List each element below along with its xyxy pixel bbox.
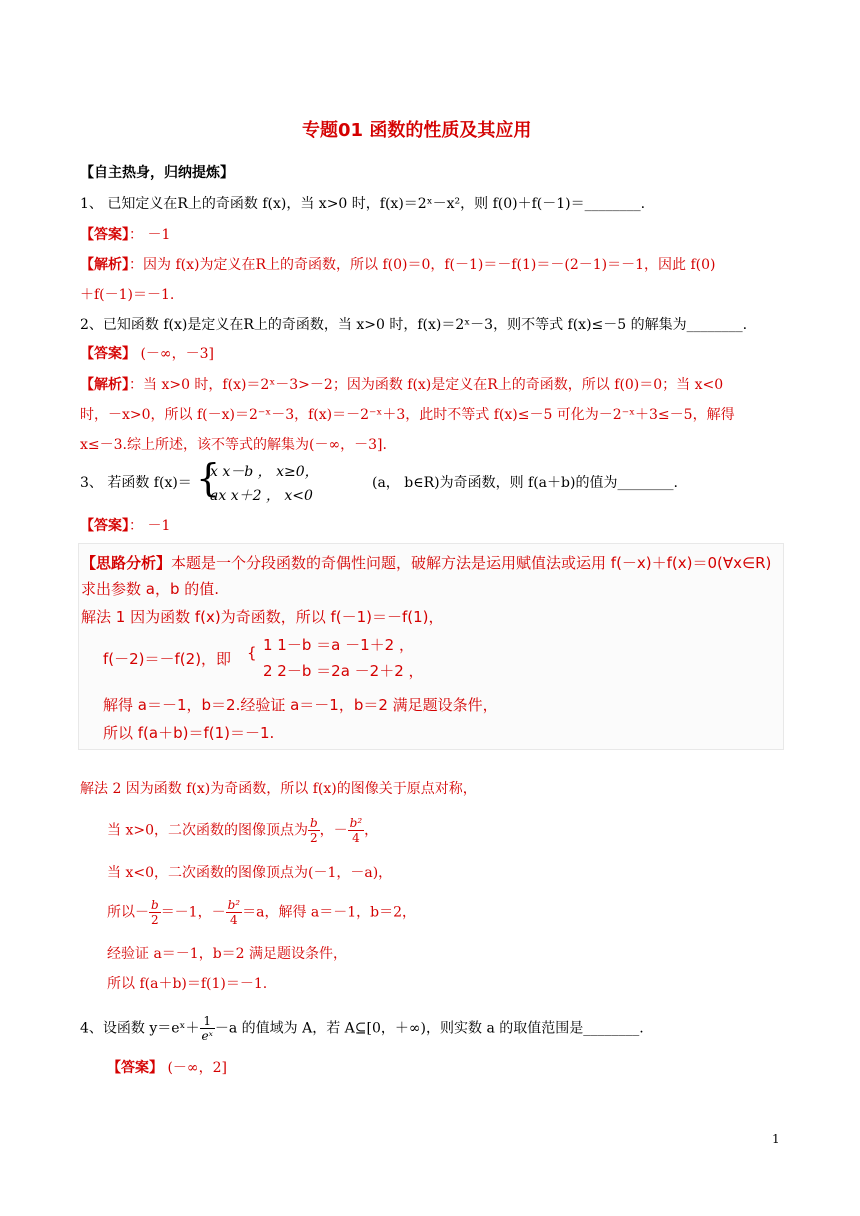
section-heading: 【自主热身，归纳提炼】 (80, 165, 234, 181)
m2-line2-end: ， (364, 822, 379, 839)
fraction (200, 1014, 215, 1043)
q2-answer (80, 343, 214, 363)
fraction (348, 816, 365, 845)
fraction-numerator: b (151, 898, 159, 912)
question-3-suffix: (a， b∈R)为奇函数，则 f(a＋b)的值为________. (372, 475, 678, 491)
fraction (226, 898, 243, 927)
question-4 (80, 1014, 644, 1043)
fraction (149, 898, 161, 927)
answer-label: 【答案】 (107, 1060, 163, 1076)
q4-text-b: －a 的值域为 A，若 A⊆[0，＋∞)，则实数 a 的取值范围是________. (214, 1020, 644, 1037)
method-2-line-3: 当 x<0，二次函数的图像顶点为(－1，－a)， (107, 865, 393, 881)
idea-line-1 (81, 552, 771, 573)
piecewise-brace: { (196, 456, 221, 500)
system-brace: { (247, 644, 257, 662)
fraction-denominator: 4 (352, 831, 360, 845)
method-2-line-5: 经验证 a＝－1，b＝2 满足题设条件， (107, 946, 348, 962)
answer-label: 【答案】 (80, 518, 129, 534)
fraction-numerator: 1 (200, 1014, 215, 1029)
m2-line4-end: ＝a，解得 a＝－1，b＝2， (242, 904, 417, 921)
q3-answer-value: ： －1 (129, 518, 171, 534)
question-2: 2、已知函数 f(x)是定义在R上的奇函数，当 x>0 时，f(x)＝2ˣ－3，则不等式 f(x)≤－5 的解集为________. (80, 317, 748, 333)
method-1-system-2: 2 2－b ＝2a －2＋2 ， (263, 662, 424, 680)
analysis-label: 【解析】 (80, 377, 129, 393)
q3-case-2: ax x＋2 ， x<0 (210, 488, 313, 504)
q4-answer-value: (－∞，2] (163, 1060, 227, 1076)
q2-analysis-line-2: 时，－x>0，所以 f(－x)＝2⁻ˣ－3，f(x)＝－2⁻ˣ＋3，此时不等式 f(x)≤－5 可化为－2⁻ˣ＋3≤－5，解得 (80, 407, 735, 423)
m2-line4-text: 所以－ (107, 904, 149, 921)
q3-case-1: x x－b ， x≥0， (210, 464, 319, 480)
q1-analysis-line-2: ＋f(－1)＝－1. (80, 287, 175, 303)
fraction-numerator: b² (349, 816, 363, 830)
q4-text-a: 4、设函数 y＝eˣ＋ (80, 1020, 200, 1037)
page-title: 专题01 函数的性质及其应用 (302, 120, 532, 141)
method-2-line-6: 所以 f(a＋b)＝f(1)＝－1. (107, 976, 268, 992)
q1-answer (80, 224, 170, 244)
idea-analysis-box (78, 543, 784, 750)
method-1-line-4: 所以 f(a＋b)＝f(1)＝－1. (103, 724, 275, 742)
method-1-line-3: 解得 a＝－1，b＝2.经验证 a＝－1，b＝2 满足题设条件， (103, 696, 498, 714)
fraction-denominator: eˣ (201, 1029, 213, 1043)
q2-analysis-line-3: x≤－3.综上所述，该不等式的解集为(－∞，－3]. (80, 437, 387, 453)
m2-line4-mid: ＝－1，－ (160, 904, 226, 921)
q2-analysis-text: ：当 x>0 时，f(x)＝2ˣ－3>－2；因为函数 f(x)是定义在R上的奇函数，所以 f(0)＝0；当 x<0 (129, 377, 724, 393)
fraction (308, 816, 320, 845)
q3-answer (80, 515, 170, 535)
fraction-numerator: b (309, 816, 318, 830)
idea-text: 本题是一个分段函数的奇偶性问题，破解方法是运用赋值法或运用 f(－x)＋f(x)＝0(∀x∈R) (171, 554, 772, 572)
answer-label: 【答案】 (80, 346, 136, 362)
idea-label: 【思路分析】 (81, 554, 172, 572)
fraction-denominator: 4 (230, 913, 238, 927)
method-2-line-4 (107, 898, 416, 927)
q2-answer-value: (－∞，－3] (136, 346, 214, 362)
question-3-prefix: 3、 若函数 f(x)＝ (80, 475, 192, 491)
method-2-line-2 (107, 816, 378, 845)
q1-answer-value: ： －1 (129, 227, 171, 243)
fraction-denominator: 2 (310, 831, 318, 845)
fraction-numerator: b² (227, 898, 241, 912)
answer-label: 【答案】 (80, 227, 129, 243)
q4-answer (107, 1057, 227, 1077)
method-1-system-1: 1 1－b ＝a －1＋2 ， (263, 636, 414, 654)
page-number: 1 (772, 1132, 780, 1146)
fraction-denominator: 2 (151, 913, 159, 927)
idea-line-2: 求出参数 a，b 的值. (81, 580, 220, 598)
q1-analysis-text: ：因为 f(x)为定义在R上的奇函数，所以 f(0)＝0，f(－1)＝－f(1)＝－(2－1)＝－1，因此 f(0) (129, 257, 716, 273)
analysis-label: 【解析】 (80, 257, 129, 273)
method-2-line-1: 解法 2 因为函数 f(x)为奇函数，所以 f(x)的图像关于原点对称， (80, 781, 477, 797)
question-1: 1、 已知定义在R上的奇函数 f(x)，当 x>0 时，f(x)＝2ˣ－x²，则 f(0)＋f(－1)＝________. (80, 196, 646, 212)
q2-analysis-line-1 (80, 374, 723, 394)
method-1-line-2: f(－2)＝－f(2)，即 (103, 650, 232, 668)
m2-line2-mid: ，－ (319, 822, 348, 839)
method-1-line-1: 解法 1 因为函数 f(x)为奇函数，所以 f(－1)＝－f(1)， (81, 608, 444, 626)
m2-line2-text: 当 x>0，二次函数的图像顶点为 (107, 822, 308, 839)
q1-analysis-line-1 (80, 254, 716, 274)
